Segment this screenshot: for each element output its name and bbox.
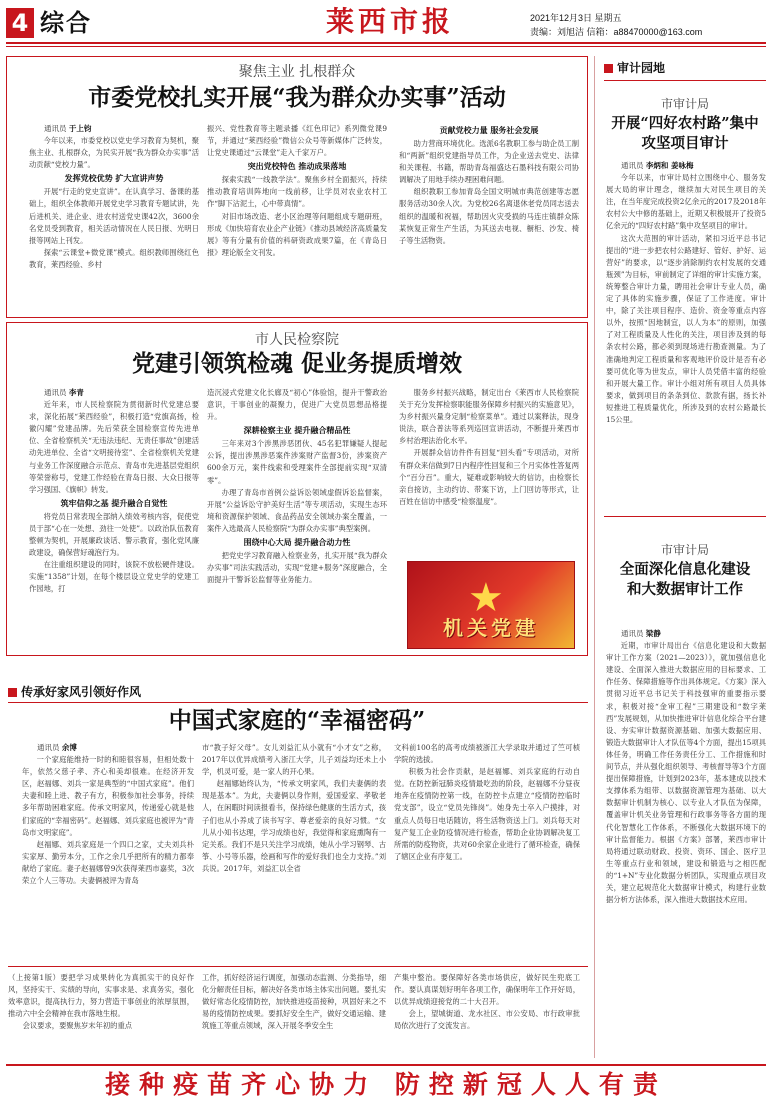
- paragraph: 今年以来，市审计局村立围绕中心、服务发展大局的审计理念，继续加大对民生项目的关注，在当年度完成投资2亿余元的2017及2018年农村公大中修的基础上，近期又积极展开了投资5亿余元的“四好农村路”集中攻坚项目的审计。: [606, 173, 766, 231]
- section-label: 传承好家风引领好作风: [21, 685, 142, 699]
- paragraph: 文科前100名的高考成绩被浙江大学录取并通过了竺可桢学院的选拔。: [394, 743, 580, 765]
- page-number: 4: [6, 8, 34, 38]
- kicker: 聚焦主业 扎根群众: [238, 64, 356, 80]
- column-2: [207, 387, 387, 653]
- byline-label: 通讯员: [621, 629, 644, 638]
- continued-column-3: [394, 972, 580, 1058]
- column-3: [399, 387, 579, 557]
- paragraph: 今年以来，市委党校以党史学习教育为契机，聚焦主业、扎根群众，为民实开展“我为群众办实事”活动贡献“党校力量”。: [29, 136, 199, 170]
- paragraph: 积极为社会作贡献，是赵福娜、刘兵家庭的行动自觉。在防控新冠肺炎疫情最吃劲的阶段，赵福娜不分昼夜地奔在疫情防控第一线，在防控卡点建立“疫情防控临时党支部”，设立“党员先锋岗”。她身先士卒入户摸排，对重点人员每日电话随访，将生活物资送上门。刘兵每天对复产复工企业防疫情况进行检查，帮助企业协调解决复工所需的防疫物资，共对60余家企业进行了循环检查，确保了辖区企业有序复工。: [394, 767, 580, 861]
- headline: 市委党校扎实开展“我为群众办实事”活动: [88, 84, 506, 111]
- paragraph: 在注重组织建设的同时，该院不放松硬件建设。实施“1358”计划，在每个楼层设立党史学的党建工作园地，打: [29, 560, 199, 594]
- byline: [29, 387, 199, 399]
- section-title: 综合: [40, 9, 92, 37]
- continued-column-2: [202, 972, 386, 1058]
- byline: [606, 160, 766, 172]
- byline: [29, 123, 199, 135]
- square-bullet-icon: [604, 64, 613, 73]
- square-bullet-icon: [8, 688, 17, 697]
- family-column-3: [394, 742, 580, 964]
- paragraph: 探索“云课堂+微党课”模式。组织教师围绕红色教育，莱西经验、乡村: [29, 247, 199, 269]
- column-1: [29, 123, 199, 315]
- subheading: 深耕检察主业 提升融合精品性: [243, 426, 351, 436]
- paragraph: 振兴、党性教育等主题录播《红色印记》系列微党课9节，并通过“莱西经验”微信公众号等新媒体广泛转发，让党史课通过“云课堂”走入千家万户。: [207, 124, 387, 158]
- paragraph: 服务乡村振兴战略，制定出台《莱西市人民检察院关于充分发挥检察职能服务保障乡村振兴的实施意见》，为乡村振兴量身定制“检察菜单”。通过以案释法，现身说法，联合普法等系列巡回宣讲活动，不断提升莱西市乡村治理法治化水平。: [399, 388, 579, 446]
- paragraph: 助力营商环境优化。选派6名教职工参与助企员工制和“两新”组织党建指导员工作，为企业送去党史、法律和关课程、书籍，帮助青岛福盛达石墨科技有限公司协调解决了用地手续办理困难问题。: [399, 139, 579, 185]
- paragraph: 开展“行走的党史宣讲”。在认真学习、备课的基础上，组织全体教师开展党史学习教育专题试讲，先后进机关、进企业、进农村送党史课42次，3600余名党员受到教育，相关活动情况在人民日报、光明日报等网站上刊发。: [29, 187, 199, 245]
- masthead-rule: [6, 42, 766, 44]
- headline: 开展“四好农村路”集中攻坚项目审计: [611, 115, 759, 152]
- kicker: 市审计局: [660, 97, 709, 111]
- byline-label: 通讯员: [44, 388, 67, 397]
- byline-name: 梁静: [645, 629, 661, 638]
- paragraph: 工作，抓好经济运行调度，加强动态监测、分类指导，细化分解责任目标，解决好各类市场主体实出问题。要扎实做好常态化疫情防控，加快推进疫苗接种，巩固好来之不易的疫情防控成果。要抓好安全生产，做好交通运输、建筑施工等重点领域，深入开展冬季安全生: [202, 973, 386, 1031]
- paragraph: 近年来，市人民检察院为贯彻新时代党建总要求，深化拓展“莱西经验”，积极打造“党旗高扬，检徽闪耀”党建品牌。先后荣获全国检察宣传先进单位、全省检察机关“无违法违纪、无责任事故”创建活动先进单位、全省“文明接待室”、全省检察机关党建与业务工作深度融合示范点、青岛市先进基层党组织等荣誉称号，党建工作经验在青岛日报、大众日报等学习强国、《旗帜》转发。: [29, 400, 199, 494]
- sidebar-article-2-body: [606, 628, 766, 1058]
- family-column-2: [202, 742, 386, 964]
- paragraph: 造沉浸式党建文化长廊及“初心”体验馆，提升干警政治意识，干事创业的凝聚力，促进广大党员思想品格提升。: [207, 388, 387, 422]
- divider: [8, 966, 588, 967]
- sidebar-divider: [594, 56, 595, 1058]
- byline-name: 于上钧: [68, 124, 92, 133]
- editor-info: 责编：刘旭洁 信箱：a88470000@163.com: [530, 27, 703, 37]
- subheading: 筑牢信仰之基 提升融合自觉性: [60, 498, 168, 508]
- kicker: 市人民检察院: [255, 332, 339, 348]
- subheading: 突出党校特色 推动成果落地: [247, 162, 347, 172]
- headline: 中国式家庭的“幸福密码”: [168, 707, 426, 734]
- byline-label: 通讯员: [44, 124, 67, 133]
- byline: [22, 742, 194, 754]
- paragraph: 赵福娜始终认为，“传承文明家风，我们夫妻俩的表现是基本”。为此，夫妻俩以身作则，爱国爱家、孝敬老人，在闲暇时间读报看书，保持绿色健康的生活方式，孩子们也从小养成了读书写字、尊老爱亲的良好习惯。“女儿从小知书达理，学习成绩也好，我觉得和家庭熏陶有一定关系。我们不是只关注学习成绩，她从小学习钢琴、古筝、小号等乐器，绘画和写作的爱好我们也全力支持。”刘兵说。2017年，刘益汇以全省: [202, 779, 386, 873]
- byline-label: 通讯员: [621, 161, 644, 170]
- paragraph: 把党史学习教育融入检察业务，扎实开展“我为群众办实事”司法实践活动，实现“党建+服务”深度融合，全面提升干警诉讼监督等业务能力。: [207, 551, 387, 585]
- column-1: [29, 387, 199, 653]
- byline-name: 余博: [61, 743, 77, 752]
- paragraph: 将党员日常表现全部纳入绩效考核内容，促使党员于部“心在一处想、劲往一处使”。以政治队伍教育整顿为契机，开展廉政谈话、警示教育，强化党风廉政建设，确保营好魂泡行为。: [29, 511, 199, 558]
- section-header-family: [8, 684, 308, 700]
- headline: 党建引领筑检魂 促业务提质增效: [131, 350, 462, 377]
- paragraph: 组织教职工参加青岛全国文明城市典范创建等志愿服务活动30余人次。为党校26名离退休老党员同志送去组织的温暖和祝福，帮助因火灾受损的马连庄镇群众陈某恢复正常生产生活，为其送去电视、橱柜、沙发、椅子等生活物资。: [399, 187, 579, 245]
- column-2: [207, 123, 387, 315]
- dateline: 2021年12月3日 星期五: [530, 13, 622, 23]
- byline: [606, 628, 766, 640]
- section-rule: [8, 702, 588, 703]
- poster-label: 机关党建: [443, 616, 539, 640]
- paragraph: 一个家庭能维持一时的和睦很容易，但相处数十年，依然父慈子孝、齐心和美却很难。在经济开发区，赵福娜、刘兵一家是典型的“中国式家庭”。他们夫妻和睦上进、教子有方，积极参加社会事务，持续多年帮助困难家庭。传承文明家风，传递爱心就是他们家庭的“幸福密码”。赵福娜、刘兵家庭也被评为“青岛市文明家庭”。: [22, 755, 194, 837]
- paragraph: 办理了青岛市首例公益诉讼领域虚假诉讼监督案，开展“公益诉讼守护美好生活”等专项活动，实现生态环境和资源保护领域、食品药品安全领域办案全覆盖，一案件入选最高人民检察院“为群众办实事”典型案例。: [207, 487, 387, 533]
- section-label: 审计园地: [617, 61, 666, 75]
- divider: [604, 516, 766, 517]
- paragraph: 三年来对3个涉黑涉恶团伙、45名犯罪嫌疑人提起公诉，提出涉黑涉恶案件涉案财产监督3份，涉案资产600余万元，案件线索和受理案件全部提前实现“双清零”。: [207, 439, 387, 485]
- column-3: [399, 123, 579, 315]
- paragraph: 近期，市审计局出台《信息化建设和大数据审计工作方案（2021—2023）》，就加强信息化建设、全面深入推进大数据应用的目标要求、工作任务、保障措施等作出具体规定。《方案》深入贯彻习近平总书记关于科技强审的重要指示要求，积极对接“金审工程”三期建设和“数字莱西”发展规划，从加快推进审计信息化综合平台建设、夯实审计数据资源基础、加强大数据应用、锻造大数据审计人才队伍等4个方面，提出15项具体任务，明确工作任务责任分工、工作措施和时间节点，并从强化组织领导、考核督导等3个方面提出保障措施，计划到2023年，基本建成以技术支撑体系为组带、以数据资源管理为基础、以大数据审计机制为核心、以专业人才队伍为保障，覆盖审计机关业务管理和行政事务等各方面的现代化智慧化工作体系，不断强化大数据环境下的审计监督能力。根据《方案》部署，莱西市审计局将通过联动财政、投资、资环、国企、医疗卫生等重点行业和领域，建设和锻造与之相匹配的“1+N”专业化数据分析团队，实现重点项目攻关，建立起规范化大数据审计模式，构建行业数据分析方法体系，深入推进大数据技术应用。: [606, 641, 766, 905]
- subheading: 贡献党校力量 服务社会发展: [439, 126, 539, 135]
- subheading: 围绕中心大局 提升融合动力性: [243, 538, 351, 548]
- byline-name: 李炳和 姜咏梅: [645, 161, 694, 170]
- headline: 全面深化信息化建设和大数据审计工作: [619, 561, 751, 598]
- paragraph: 对旧市场改造、老小区治理等问题组成专题研班，形成《加快培育农业企产业链》《推动县域经济高质量发展》等有分量有价值的科研资政成果7篇，在《青岛日报》理论版全文刊发。: [207, 211, 387, 257]
- slogan-banner: 接种疫苗齐心协力 防控新冠人人有责: [6, 1064, 766, 1102]
- star-icon: ★: [468, 575, 504, 621]
- article-procuratorate: [6, 322, 588, 656]
- sidebar-article-1-body: [606, 160, 766, 496]
- continued-column-1: [8, 972, 194, 1058]
- paragraph: （上接第1版）要把学习成果转化为真抓实干的良好作风，坚持实干、实绩的导向，实事求是、求真务实，强化效率意识，提高执行力，努力营造干事创业的浓厚氛围，推动六中全会精神在我市落地生根。: [8, 973, 194, 1019]
- paragraph: 会上，望城街道、龙水社区、市公安局、市行政审批局依次进行了交流发言。: [394, 1009, 580, 1031]
- byline-label: 通讯员: [37, 743, 60, 752]
- paragraph: 这次大范围的审计活动，紧扣习近平总书记提出的“进一步把农村公路建好、管好、护好、运营好”的要求，以“逐步消除制约农村发展的交通瓶颈”为目标，审前制定了详细的审计实施方案，统筹整合审计力量，聘用社会审计专业人员，确定了具体的实施步骤，保证了工作进度。审计中，除了关注项目程序、造价、资金等重点内容以外，按照“因地制宜，以人为本”的原则，加强了对工程质量及人性化的关注，项目涉及到的每条农村公路，都必须到现场进行勘查测量。为了准确地判定工程质量和客观地评价设计是否有必要可优化等为世发点，审计人员凭借丰富的经验和开展大量工作。审计小组对所有项目人员具体要求，做到项目的条条到位、款款有据，扬长补短推进工程质量优化，所涉及到的农村公路最长15公里。: [606, 233, 766, 424]
- masthead-rule-thin: [6, 46, 766, 47]
- paragraph: 会议要求，要聚焦岁末年初的重点: [22, 1021, 133, 1031]
- paragraph: 赵福娜、刘兵家庭是一个四口之家，丈夫刘兵朴实家厚、勤劳本分，工作之余几乎把所有的精力都奉献给了家庭。妻子赵福娜曾9次获得莱西市嘉奖，3次荣立个人三等功。夫妻俩被评为青岛: [22, 839, 194, 886]
- paragraph: 市“教子好父母”。女儿刘益汇从小就有“小才女”之称，2017年以优异成绩考入浙江大学，儿子刘益均还未上小学，机灵可爱，是一家人的开心果。: [202, 743, 386, 777]
- paragraph: 开展群众信访件件有回复“回头看”专项活动，对所有群众来信做到7日内程序性回复和三个月实体性答复两个“百分百”。重大，疑难或影响较大的信访，由检察长亲自接访，主动约访、带案下访，上门回访等形式，让百姓在信访中感受“检察温度”。: [399, 448, 579, 506]
- byline-name: 李青: [68, 388, 84, 397]
- family-column-1: [22, 742, 194, 964]
- paragraph: 探索实践“一线教学法”。聚焦乡村全面振兴，持续推动教育培训阵地向一线前移，让学员对农业农村工作“脚下沾泥土，心中带真情”。: [207, 175, 387, 209]
- newspaper-title: 莱西市报: [326, 5, 455, 38]
- subheading: 发挥党校优势 扩大宣讲声势: [64, 174, 164, 184]
- paragraph: 产集中整治。要保障好各类市场供应，做好民生兜底工作。要认真谋划好明年各项工作，确保明年工作开好局，以优异成绩迎接党的二十大召开。: [394, 973, 580, 1007]
- section-rule: [604, 80, 766, 81]
- sidebar-section-header: [604, 60, 764, 76]
- article-party-school: [6, 56, 588, 318]
- kicker: 市审计局: [660, 543, 709, 557]
- party-building-poster: [407, 561, 575, 649]
